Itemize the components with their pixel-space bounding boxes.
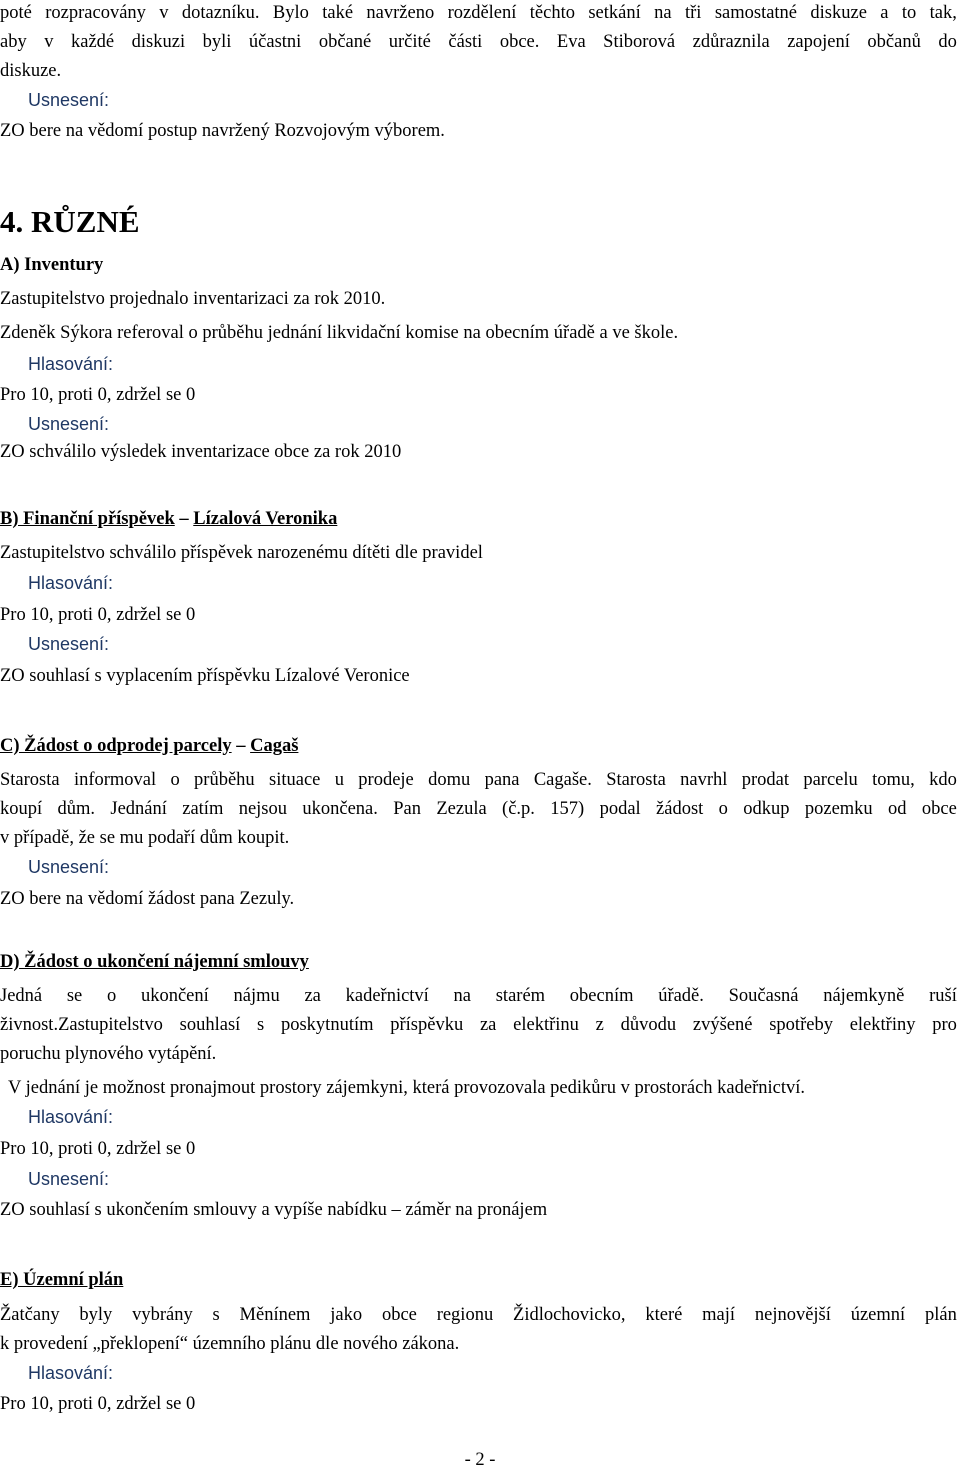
- word: Pan: [393, 799, 421, 819]
- word: ruší: [929, 986, 957, 1006]
- word: Žatčany: [0, 1305, 60, 1325]
- hlasovani-label: Hlasování:: [28, 1363, 114, 1383]
- usneseni-label: Usnesení:: [28, 90, 110, 110]
- word: za: [479, 1015, 497, 1035]
- word: navrženo: [366, 3, 435, 23]
- word: nejnovější: [754, 1305, 831, 1325]
- word: setkání: [588, 3, 641, 23]
- word: dům.: [57, 799, 96, 819]
- title-dash: –: [231, 736, 251, 756]
- word: v: [44, 32, 54, 52]
- word: pro: [932, 1015, 957, 1035]
- word: poté: [0, 3, 32, 23]
- word: pozemku: [804, 799, 873, 819]
- word: diskuzi: [131, 32, 186, 52]
- word: Eva: [556, 32, 586, 52]
- word: to: [901, 3, 917, 23]
- intro-line-1: [0, 2, 957, 24]
- word: nejsou: [238, 799, 288, 819]
- hlasovani-label: Hlasování:: [28, 573, 114, 593]
- word: diskuze: [810, 3, 867, 23]
- vote-result: Pro 10, proti 0, zdržel se 0: [0, 385, 196, 405]
- word: občané: [318, 32, 372, 52]
- word: průběhu: [194, 770, 255, 790]
- word: elektřinu: [513, 1015, 579, 1035]
- title-dash: –: [174, 509, 194, 529]
- subsection-c-title: [0, 735, 298, 757]
- word: ukončena.: [302, 799, 378, 819]
- word: se: [66, 986, 83, 1006]
- word: Starosta: [606, 770, 666, 790]
- subsection-c-line-2: [0, 798, 957, 820]
- word: byly: [79, 1305, 113, 1325]
- word: kdo: [929, 770, 957, 790]
- word: Zezula: [436, 799, 487, 819]
- word: územní: [850, 1305, 906, 1325]
- word: prodeje: [358, 770, 414, 790]
- hlasovani-label: Hlasování:: [28, 1107, 114, 1127]
- word: informoval: [73, 770, 157, 790]
- subsection-d-title: D) Žádost o ukončení nájemní smlouvy: [0, 952, 309, 972]
- word: obecním: [569, 986, 634, 1006]
- word: v: [159, 3, 169, 23]
- title-number: C) Žádost o odprodej parcely: [0, 736, 232, 756]
- subsection-b-resolution: ZO souhlasí s vyplacením příspěvku Lízalové Veronice: [0, 666, 410, 686]
- word: situace: [269, 770, 321, 790]
- word: úřadě.: [658, 986, 704, 1006]
- vote-result: Pro 10, proti 0, zdržel se 0: [0, 605, 196, 625]
- intro-line-3: diskuze.: [0, 61, 62, 81]
- word: Cagaše.: [533, 770, 592, 790]
- word: regionu: [436, 1305, 494, 1325]
- word: koupí: [0, 799, 43, 819]
- word: souhlasí: [179, 1015, 241, 1035]
- word: vybrány: [132, 1305, 193, 1325]
- subsection-b-title: [0, 508, 337, 530]
- subsection-d-line-3: poruchu plynového vytápění.: [0, 1044, 217, 1064]
- word: obce: [381, 1305, 417, 1325]
- usneseni-label: Usnesení:: [28, 414, 110, 434]
- word: zvýšené: [692, 1015, 753, 1035]
- word: od: [888, 799, 907, 819]
- usneseni-label: Usnesení:: [28, 634, 110, 654]
- subsection-d-line-4: V jednání je možnost pronajmout prostory zájemkyni, která provozovala pedikůru v prostorách kadeřnictví.: [8, 1078, 805, 1098]
- word: aby: [0, 32, 27, 52]
- word: zapojení: [787, 32, 850, 52]
- word: z: [595, 1015, 604, 1035]
- title-name: Cagaš: [250, 736, 299, 756]
- word: živnost.Zastupitelstvo: [0, 1015, 163, 1035]
- word: starém: [495, 986, 546, 1006]
- subsection-a-paragraph-1: Zastupitelstvo projednalo inventarizaci za rok 2010.: [0, 289, 386, 309]
- word: tak,: [929, 3, 957, 23]
- intro-line-2: [0, 31, 957, 53]
- word: také: [322, 3, 354, 23]
- subsection-e-title: E) Územní plán: [0, 1270, 124, 1290]
- vote-result: Pro 10, proti 0, zdržel se 0: [0, 1139, 196, 1159]
- word: příspěvku: [390, 1015, 464, 1035]
- word: elektřiny: [849, 1015, 916, 1035]
- word: o: [718, 799, 728, 819]
- word: občanů: [867, 32, 921, 52]
- subsection-e-line-1: [0, 1304, 957, 1326]
- word: prodat: [741, 770, 790, 790]
- word: nájemkyně: [823, 986, 905, 1006]
- usneseni-label: Usnesení:: [28, 857, 110, 877]
- word: rozpracovány: [45, 3, 146, 23]
- word: zdůraznila: [692, 32, 770, 52]
- subsection-d-line-1: [0, 985, 957, 1007]
- word: samostatné: [714, 3, 798, 23]
- hlasovani-label: Hlasování:: [28, 354, 114, 374]
- subsection-c-resolution: ZO bere na vědomí žádost pana Zezuly.: [0, 889, 295, 909]
- word: parcelu: [803, 770, 858, 790]
- subsection-a-resolution: ZO schválilo výsledek inventarizace obce za rok 2010: [0, 442, 402, 462]
- word: ukončení: [140, 986, 209, 1006]
- word: Současná: [728, 986, 799, 1006]
- word: (č.p.: [502, 799, 535, 819]
- subsection-b-paragraph: Zastupitelstvo schválilo příspěvek narozenému dítěti dle pravidel: [0, 543, 483, 563]
- word: části: [448, 32, 483, 52]
- subsection-d-resolution: ZO souhlasí s ukončením smlouvy a vypíše nabídku – záměr na pronájem: [0, 1200, 548, 1220]
- word: jako: [330, 1305, 363, 1325]
- vote-result: Pro 10, proti 0, zdržel se 0: [0, 1394, 196, 1414]
- word: kadeřnictví: [345, 986, 429, 1006]
- word: tři: [684, 3, 702, 23]
- word: tomu,: [872, 770, 915, 790]
- word: domu: [428, 770, 471, 790]
- word: byli: [202, 32, 232, 52]
- word: plán: [924, 1305, 957, 1325]
- word: zatím: [182, 799, 224, 819]
- word: Bylo: [272, 3, 309, 23]
- intro-resolution: ZO bere na vědomí postup navržený Rozvojovým výborem.: [0, 121, 445, 141]
- word: do: [938, 32, 957, 52]
- word: určité: [388, 32, 431, 52]
- section-heading: 4. RŮZNÉ: [0, 204, 140, 239]
- word: Měnínem: [239, 1305, 311, 1325]
- word: Židlochovicko,: [513, 1305, 626, 1325]
- word: s: [257, 1015, 265, 1035]
- word: rozdělení: [447, 3, 517, 23]
- word: mají: [702, 1305, 736, 1325]
- word: které: [645, 1305, 683, 1325]
- word: Jednání: [110, 799, 167, 819]
- subsection-a-paragraph-2: Zdeněk Sýkora referoval o průběhu jednání likvidační komise na obecním úřadě a ve škole.: [0, 323, 679, 343]
- word: na: [453, 986, 472, 1006]
- word: Starosta: [0, 770, 60, 790]
- title-number: B) Finanční příspěvek: [0, 509, 175, 529]
- word: o: [106, 986, 117, 1006]
- word: s: [212, 1305, 220, 1325]
- subsection-e-line-2: k provedení „překlopení“ územního plánu dle nového zákona.: [0, 1334, 460, 1354]
- word: účastni: [248, 32, 302, 52]
- word: pana: [484, 770, 520, 790]
- usneseni-label: Usnesení:: [28, 1169, 110, 1189]
- word: obce.: [499, 32, 540, 52]
- word: odkup: [743, 799, 790, 819]
- subsection-c-line-1: [0, 769, 957, 791]
- word: poskytnutím: [280, 1015, 374, 1035]
- word: spotřeby: [769, 1015, 833, 1035]
- word: za: [304, 986, 321, 1006]
- page-number: - 2 -: [464, 1450, 496, 1470]
- word: dotazníku.: [181, 3, 260, 23]
- word: nájmu: [233, 986, 280, 1006]
- word: navrhl: [680, 770, 728, 790]
- word: obce: [921, 799, 957, 819]
- word: podal: [599, 799, 641, 819]
- word: a: [880, 3, 889, 23]
- word: na: [654, 3, 672, 23]
- word: těchto: [529, 3, 575, 23]
- word: Jedná: [0, 986, 43, 1006]
- subsection-a-title: A) Inventury: [0, 255, 104, 275]
- word: každé: [71, 32, 115, 52]
- word: Stiborová: [603, 32, 676, 52]
- title-name: Lízalová Veronika: [193, 509, 338, 529]
- word: 157): [550, 799, 585, 819]
- subsection-d-line-2: [0, 1014, 957, 1036]
- word: žádost: [656, 799, 704, 819]
- word: u: [334, 770, 344, 790]
- subsection-c-line-3: v případě, že se mu podaří dům koupit.: [0, 828, 290, 848]
- word: o: [170, 770, 180, 790]
- word: důvodu: [620, 1015, 677, 1035]
